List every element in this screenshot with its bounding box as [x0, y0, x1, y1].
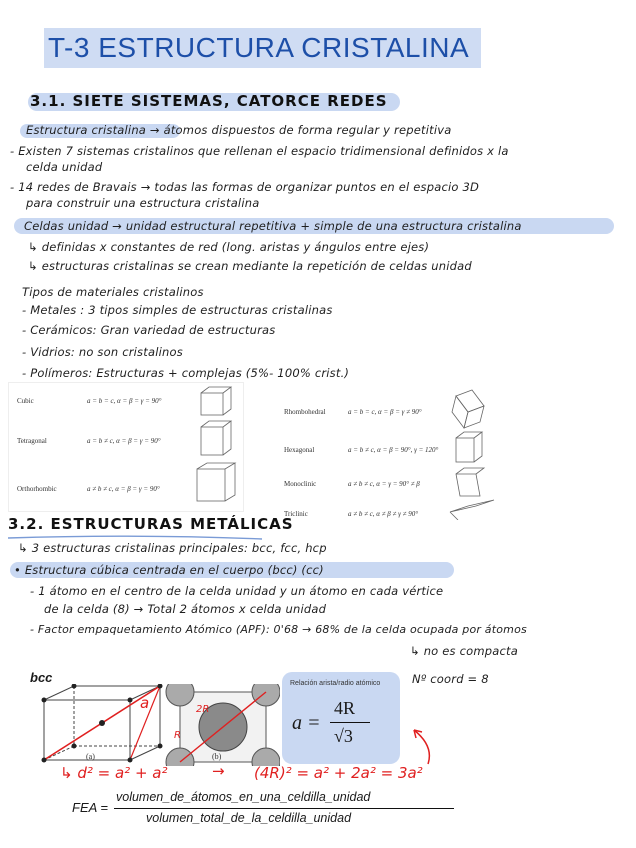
line-siete-sistemas: - Existen 7 sistemas cristalinos que rellenan el espacio tridimensional definidos x la [10, 144, 509, 158]
system-eq: a = b ≠ c, α = β = γ = 90° [87, 437, 161, 445]
a-label: a [140, 694, 150, 712]
line-bravais-2: para construir una estructura cristalina [26, 196, 260, 210]
system-name: Rhombohedral [284, 408, 326, 416]
line-3-estructuras: ↳ 3 estructuras cristalinas principales: bcc, fcc, hcp [18, 541, 327, 555]
tipo-ceramicos: - Cerámicos: Gran variedad de estructuras [22, 323, 276, 337]
tri-edge [450, 512, 458, 520]
mono-cell [456, 474, 480, 496]
fea-numerator: volumen_de_átomos_en_una_celdilla_unidad [116, 790, 371, 804]
caption-a: (a) [86, 752, 95, 761]
tipo-vidrios: - Vidrios: no son cristalinos [22, 345, 183, 359]
red-equation-1: ↳ d² = a² + a² [60, 764, 168, 782]
tipos-title: Tipos de materiales cristalinos [22, 285, 204, 299]
caption-b: (b) [212, 752, 222, 761]
fea-fraction-bar [114, 808, 454, 809]
system-name: Orthorhombic [17, 485, 57, 493]
r-label: R [174, 730, 181, 741]
line-bravais: - 14 redes de Bravais → todas las formas de organizar puntos en el espacio 3D [10, 180, 480, 194]
system-eq: a ≠ b ≠ c, α ≠ β ≠ γ ≠ 90° [348, 510, 419, 518]
system-name: Hexagonal [284, 446, 315, 454]
fea-lhs: FEA = [72, 800, 109, 815]
system-eq: a = b ≠ c, α = β = 90°, γ = 120° [348, 446, 439, 454]
fea-denominator: volumen_total_de_la_celdilla_unidad [146, 811, 352, 825]
system-eq: a = b = c, α = β = γ ≠ 90° [348, 408, 422, 416]
system-eq: a ≠ b ≠ c, α = β = γ = 90° [87, 485, 160, 493]
tipo-polimeros: - Polímeros: Estructuras + complejas (5%- 100% crist.) [22, 366, 350, 380]
fraction-bar [330, 722, 370, 723]
ortho-side [225, 463, 235, 501]
tetragonal-cell [201, 427, 223, 455]
crystal-systems-figure-right [280, 388, 502, 520]
system-eq: a ≠ b ≠ c, α = γ = 90° ≠ β [348, 480, 420, 488]
line-celda-unidad: celda unidad [26, 160, 103, 174]
line-repeticion: ↳ estructuras cristalinas se crean mediante la repetición de celdas unidad [28, 259, 472, 273]
bcc-line-2: de la celda (8) → Total 2 átomos x celda unidad [44, 602, 327, 616]
two-r-label: 2R [196, 704, 210, 715]
hex-side [474, 432, 482, 462]
relation-denominator: √3 [334, 726, 353, 746]
system-name: Monoclinic [284, 480, 317, 488]
bcc-title: • Estructura cúbica centrada en el cuerpo (bcc) (cc) [14, 563, 324, 577]
ortho-cell [197, 469, 225, 501]
system-eq: a = b = c, α = β = γ = 90° [87, 397, 162, 405]
section-heading-3-1: 3.1. SIETE SISTEMAS, CATORCE REDES [30, 92, 388, 110]
red-arrow-icon [408, 726, 448, 766]
hex-top [456, 432, 482, 438]
tipo-metales: - Metales : 3 tipos simples de estructuras cristalinas [22, 303, 333, 317]
line-definidas: ↳ definidas x constantes de red (long. aristas y ángulos entre ejes) [28, 240, 430, 254]
rhombo-side [464, 406, 484, 428]
system-name: Cubic [17, 397, 34, 405]
red-equation-2: (4R)² = a² + 2a² = 3a² [254, 764, 423, 782]
bcc-packed-cube [166, 684, 280, 766]
relation-numerator: 4R [334, 698, 356, 718]
cubic-side [223, 387, 231, 415]
bcc-figure-svg [30, 684, 280, 766]
tetragonal-top [201, 421, 231, 427]
system-name: Tetragonal [17, 437, 47, 445]
line-estructura: Estructura cristalina → átomos dispuestos de forma regular y repetitiva [26, 123, 452, 137]
cells-right-svg [280, 388, 502, 520]
bcc-label: bcc [30, 670, 53, 685]
relation-title: Relación arista/radio atómico [290, 680, 381, 687]
coord-number: Nº coord = 8 [412, 672, 489, 686]
bcc-apf: - Factor empaquetamiento Atómico (APF): 0'68 → 68% de la celda ocupada por átomos [30, 623, 527, 636]
red-arrow-text: → [212, 762, 225, 780]
mono-top [456, 468, 484, 474]
crystal-systems-figure-left [8, 382, 244, 512]
page-title: T-3 ESTRUCTURA CRISTALINA [48, 32, 470, 63]
tri-cell [450, 500, 494, 512]
section-heading-3-2: 3.2. ESTRUCTURAS METÁLICAS [8, 515, 294, 533]
relation-lhs: a = [292, 712, 321, 734]
cells-left-svg [9, 383, 243, 511]
no-compacta: ↳ no es compacta [410, 644, 518, 658]
ortho-top [197, 463, 235, 469]
line-celdas: Celdas unidad → unidad estructural repetitiva + simple de una estructura cristalina [24, 219, 522, 233]
bcc-line-1: - 1 átomo en el centro de la celda unidad y un átomo en cada vértice [30, 584, 444, 598]
cubic-cell [201, 393, 223, 415]
system-name: Triclinic [284, 510, 308, 518]
hex-cell [456, 438, 474, 462]
cubic-top [201, 387, 231, 393]
